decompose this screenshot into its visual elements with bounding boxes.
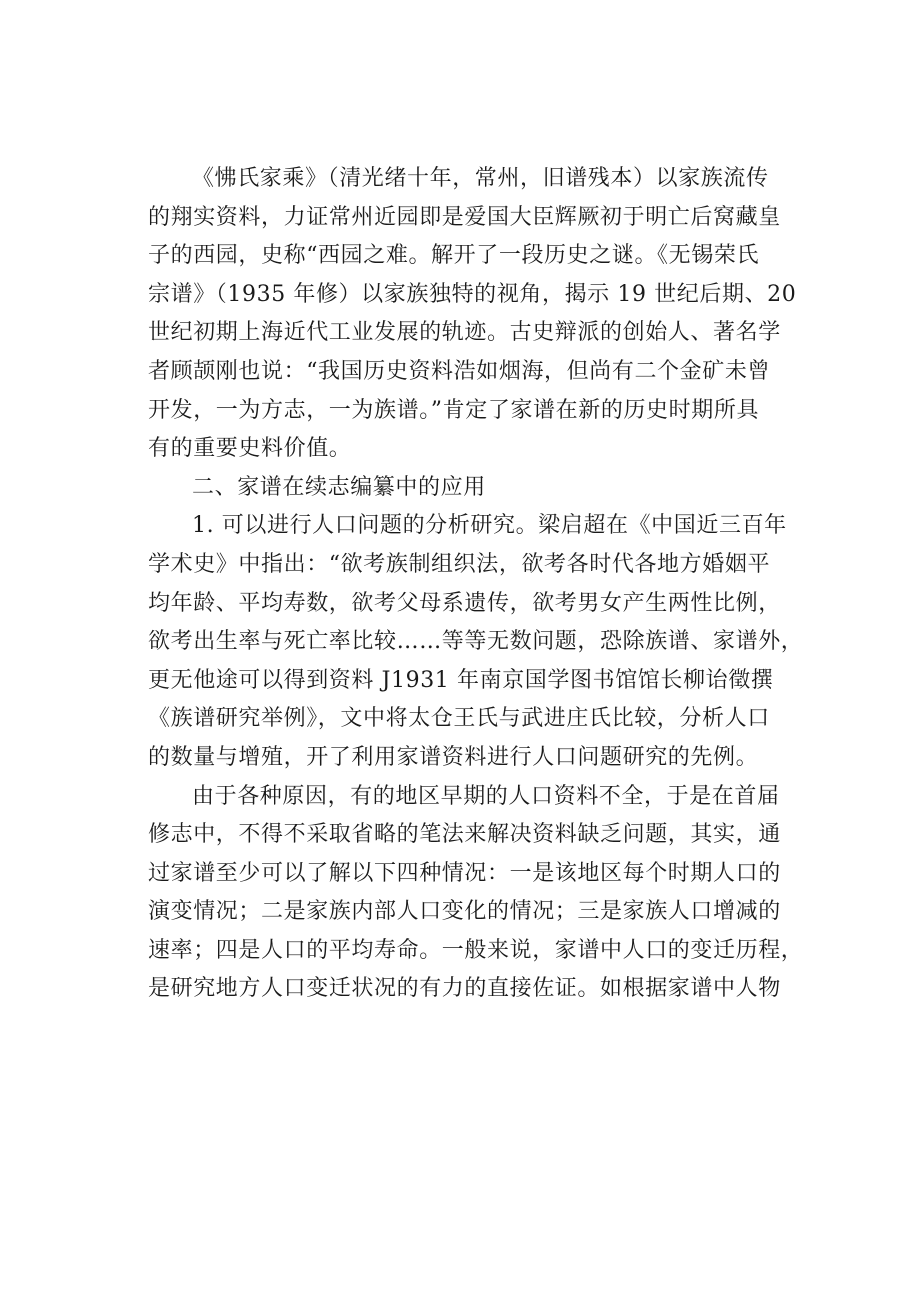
text-line: 修志中，不得不采取省略的笔法来解决资料缺乏问题，其实，通 [148,822,781,848]
text-line: 的数量与增殖，开了利用家谱资料进行人口问题研究的先例。 [148,744,759,770]
text-line: 子的西园，史称“西园之难。解开了一段历史之谜。《无锡荣氏 [148,243,760,269]
text-line: 《怫氏家乘》（清光绪十年，常州，旧谱残本）以家族流传 [192,166,769,191]
paragraph-population-research [148,507,808,777]
text-line: 是研究地方人口变迁状况的有力的直接佐证。如根据家谱中人物 [148,976,781,1002]
section-heading-text: 二、家谱在续志编纂中的应用 [192,474,486,500]
text-line: 速率；四是人口的平均寿命。一般来说，家谱中人口的变迁历程， [148,937,804,963]
paragraph-population-data [148,778,808,1010]
text-line: 欲考出生率与死亡率比较……等等无数问题，恐除族谱、家谱外， [148,629,804,655]
text-line: 宗谱》（1935 年修）以家族独特的视角，揭示 19 世纪后期、20 [148,281,797,307]
text-line: 世纪初期上海近代工业发展的轨迹。古史辩派的创始人、著名学 [148,320,781,346]
text-line: 均年龄、平均寿数，欲考父母系遗传，欲考男女产生两性比例， [148,590,781,616]
text-line: 过家谱至少可以了解以下四种情况：一是该地区每个时期人口的 [148,860,781,886]
text-line: 更无他途可以得到资料 J1931 年南京国学图书馆馆长柳诒徵撰 [148,667,774,693]
text-line: 的翔实资料，力证常州近园即是爱国大臣辉厥初于明亡后窝藏皇 [148,204,781,230]
text-line: 学术史》中指出：“欲考族制组织法，欲考各时代各地方婚姻平 [148,551,771,577]
paragraph-genealogy-examples [148,160,808,469]
text-line: 演变情况；二是家族内部人口变化的情况；三是家族人口增减的 [148,899,781,925]
section-heading [148,469,808,508]
text-line: 1. 可以进行人口问题的分析研究。梁启超在《中国近三百年 [192,513,787,539]
text-line: 开发，一为方志，一为族谱。”肯定了家谱在新的历史时期所具 [148,397,760,423]
text-line: 由于各种原因，有的地区早期的人口资料不全，于是在首届 [192,783,780,809]
body-text [148,160,808,1009]
text-line: 有的重要史料价值。 [148,436,352,462]
text-line: 《族谱研究举例》，文中将太仓王氏与武进庄氏比较，分析人口 [148,706,770,732]
text-line: 者顾颉刚也说：“我国历史资料浩如烟海，但尚有二个金矿未曾 [148,358,771,384]
